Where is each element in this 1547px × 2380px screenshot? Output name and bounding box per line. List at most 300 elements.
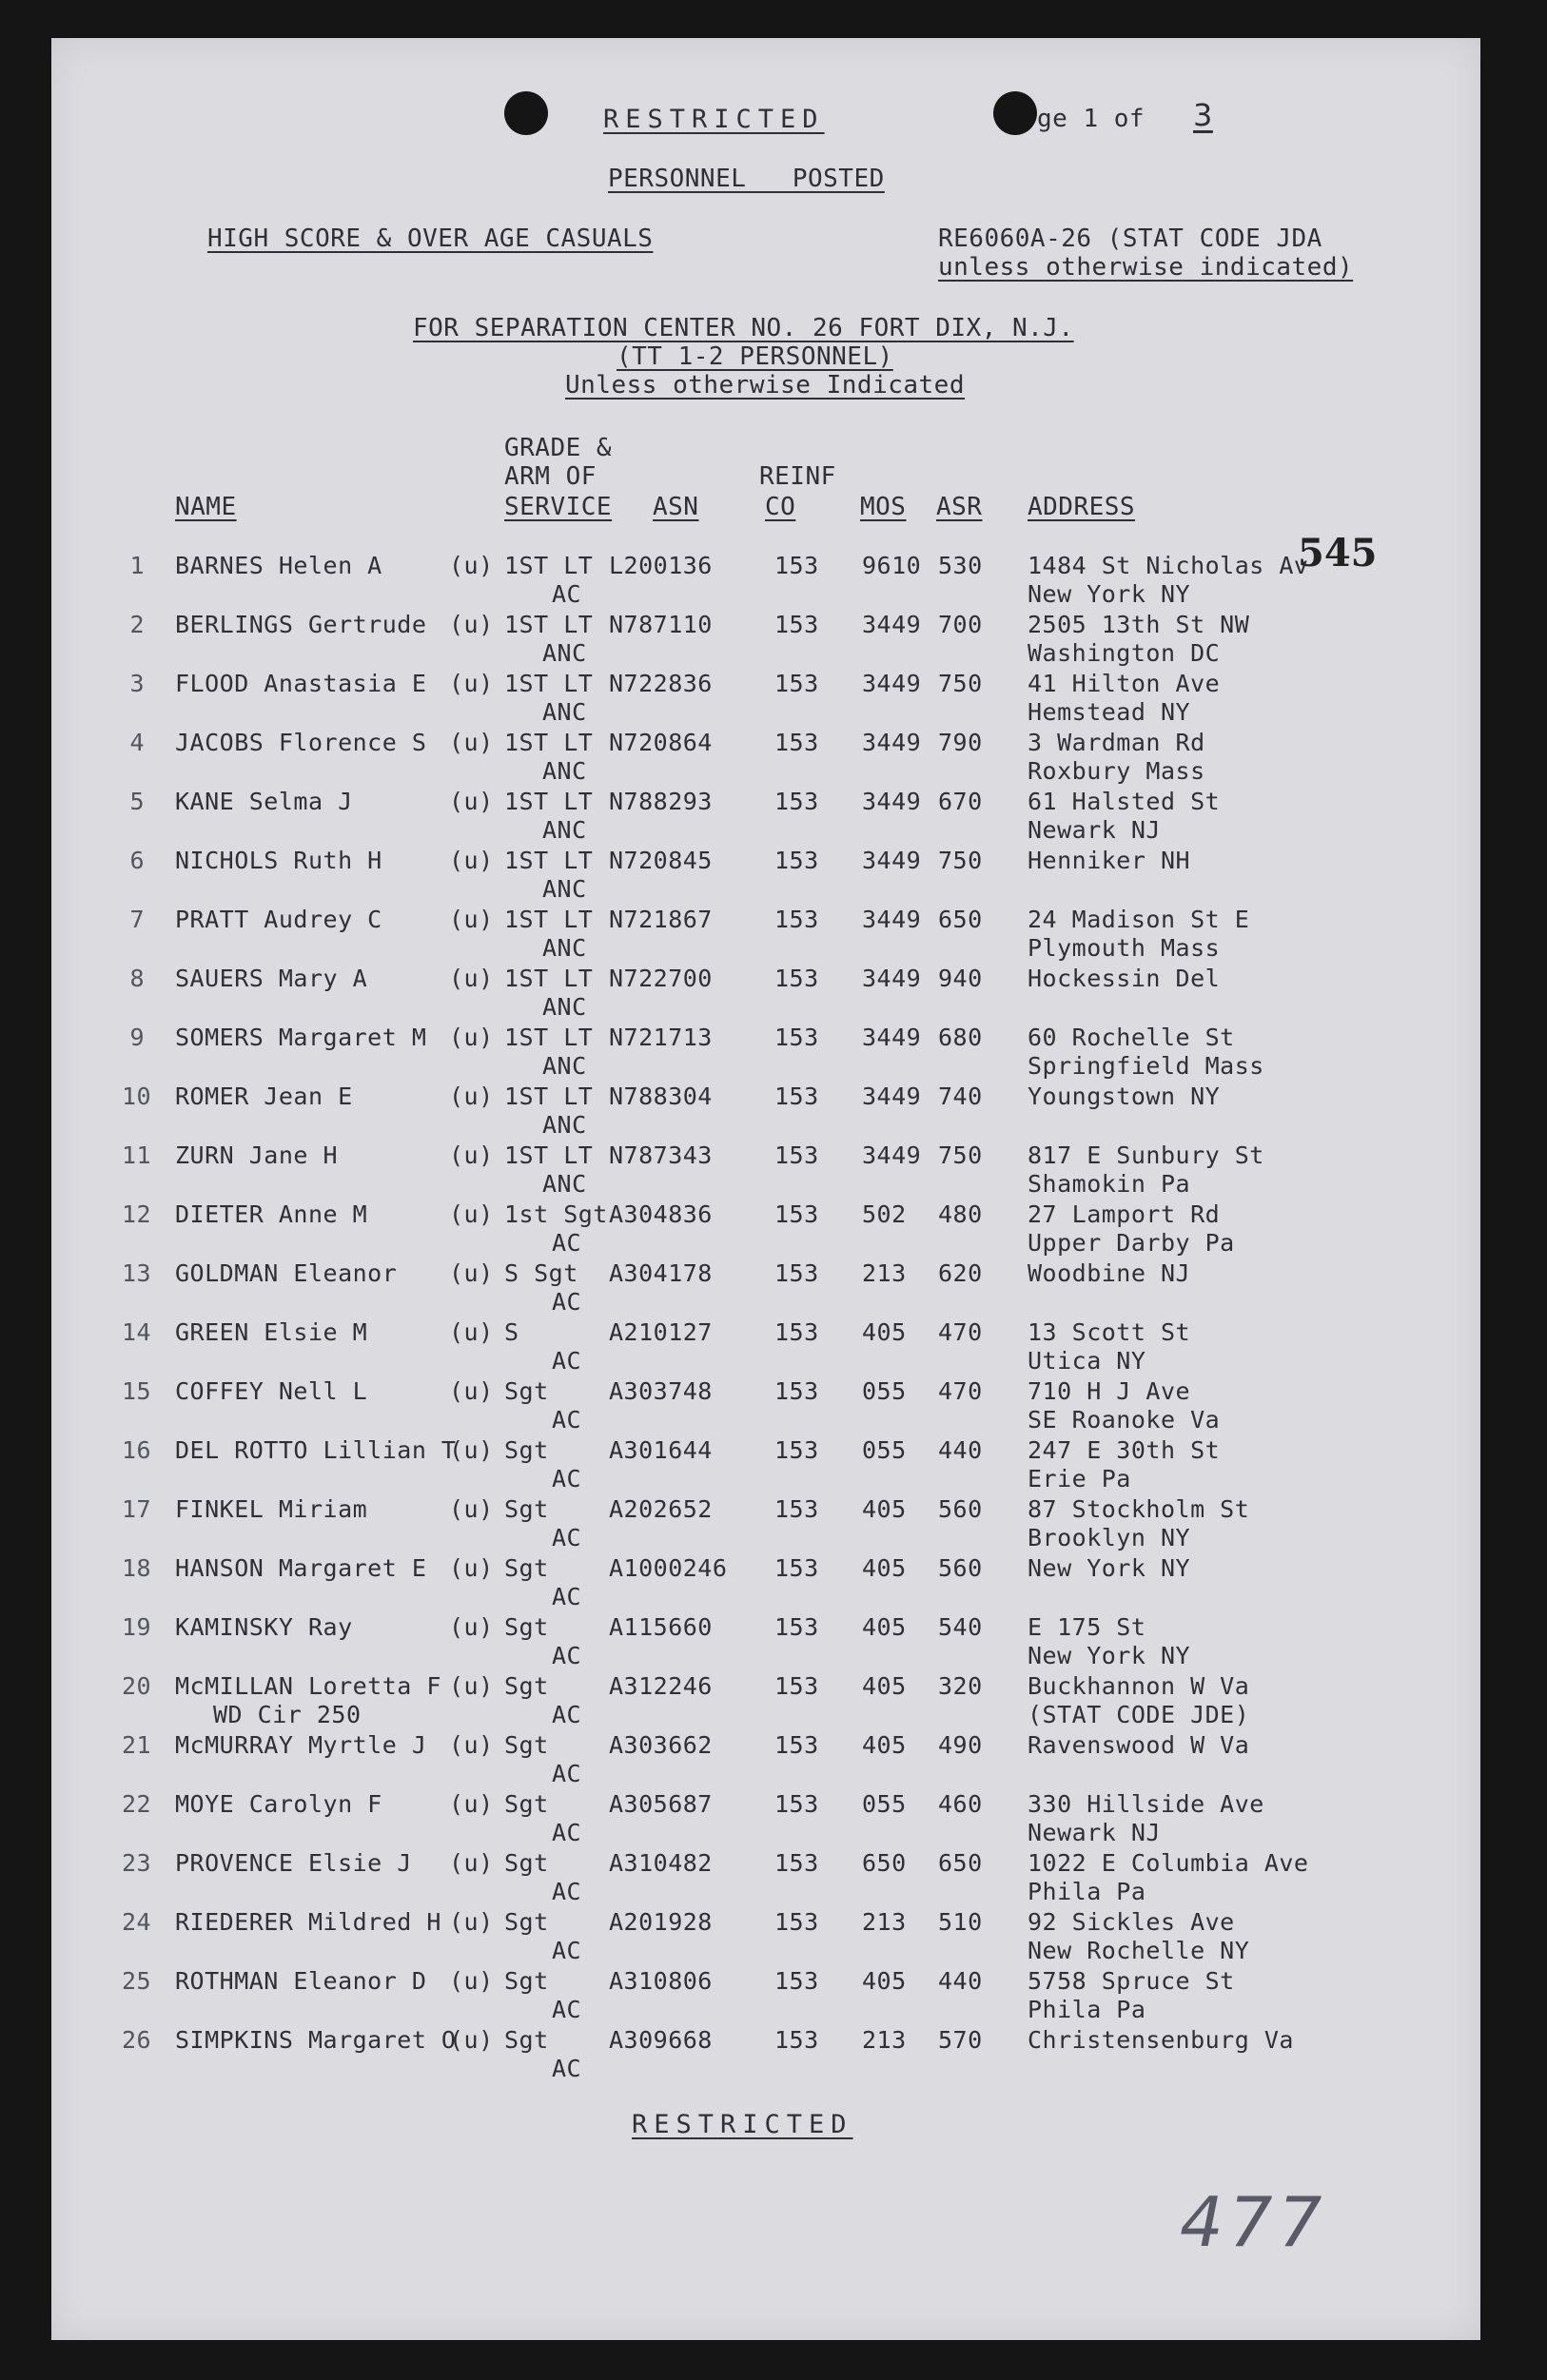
cell-co: 153	[774, 1377, 819, 1405]
cell-mos: 055	[862, 1790, 907, 1818]
cell-asn: A303748	[609, 1377, 713, 1405]
cell-addr1: 41 Hilton Ave	[1028, 670, 1221, 697]
cell-num: 14	[122, 1318, 152, 1346]
cell-name: KAMINSKY Ray	[175, 1613, 353, 1641]
cell-addr2: Washington DC	[1028, 639, 1221, 667]
cell-grade: Sgt	[504, 1908, 549, 1936]
cell-u: (u)	[449, 1318, 494, 1346]
cell-name: DIETER Anne M	[175, 1200, 368, 1228]
cell-grade: 1ST LT	[504, 965, 594, 992]
table-row	[51, 1908, 1480, 1967]
cell-arm: AC	[552, 1288, 582, 1316]
cell-mos: 3449	[862, 906, 922, 933]
cell-co: 153	[774, 1436, 819, 1464]
table-row	[51, 965, 1480, 1024]
cell-addr2: Phila Pa	[1028, 1878, 1146, 1905]
cell-num: 23	[122, 1849, 152, 1877]
cell-asn: N788293	[609, 788, 713, 815]
cell-asr: 530	[938, 552, 983, 579]
cell-name: KANE Selma J	[175, 788, 353, 815]
table-row	[51, 1672, 1480, 1731]
cell-addr1: 92 Sickles Ave	[1028, 1908, 1235, 1936]
cell-asn: A304836	[609, 1200, 713, 1228]
cell-addr1: Woodbine NJ	[1028, 1259, 1191, 1287]
cell-grade: Sgt	[504, 1849, 549, 1877]
cell-asn: A303662	[609, 1731, 713, 1759]
cell-grade: Sgt	[504, 1436, 549, 1464]
cell-mos: 213	[862, 2026, 907, 2054]
cell-arm: AC	[552, 580, 582, 608]
cell-asr: 560	[938, 1554, 983, 1582]
cell-grade: 1ST LT	[504, 1083, 594, 1110]
cell-num: 15	[122, 1377, 152, 1405]
cell-arm: ANC	[542, 1170, 587, 1198]
cell-num: 21	[122, 1731, 152, 1759]
cell-co: 153	[774, 906, 819, 933]
cell-asr: 700	[938, 611, 983, 638]
cell-u: (u)	[449, 1377, 494, 1405]
cell-asn: A201928	[609, 1908, 713, 1936]
table-row	[51, 906, 1480, 965]
cell-arm: ANC	[542, 639, 587, 667]
cell-mos: 502	[862, 1200, 907, 1228]
cell-num: 20	[122, 1672, 152, 1700]
cell-addr2: Springfield Mass	[1028, 1052, 1264, 1080]
cell-addr1: New York NY	[1028, 1554, 1191, 1582]
cell-num: 25	[122, 1967, 152, 1995]
cell-mos: 405	[862, 1967, 907, 1995]
cell-name: GREEN Elsie M	[175, 1318, 368, 1346]
cell-asn: A115660	[609, 1613, 713, 1641]
cell-asr: 320	[938, 1672, 983, 1700]
cell-u: (u)	[449, 611, 494, 638]
cell-co: 153	[774, 1141, 819, 1169]
destination-line-1: FOR SEPARATION CENTER NO. 26 FORT DIX, N.J.	[413, 314, 1074, 342]
table-row	[51, 847, 1480, 906]
cell-addr2: Brooklyn NY	[1028, 1524, 1191, 1551]
cell-asn: A301644	[609, 1436, 713, 1464]
cell-arm: AC	[552, 1229, 582, 1257]
cell-arm: AC	[552, 1524, 582, 1551]
cell-addr1: Christensenburg Va	[1028, 2026, 1294, 2054]
cell-arm: AC	[552, 1642, 582, 1669]
cell-u: (u)	[449, 1436, 494, 1464]
cell-co: 153	[774, 1083, 819, 1110]
cell-mos: 055	[862, 1377, 907, 1405]
cell-mos: 3449	[862, 670, 922, 697]
cell-asn: A310482	[609, 1849, 713, 1877]
cell-u: (u)	[449, 1790, 494, 1818]
cell-arm: ANC	[542, 757, 587, 785]
cell-name: PROVENCE Elsie J	[175, 1849, 412, 1877]
cell-mos: 3449	[862, 1024, 922, 1051]
cell-asr: 470	[938, 1377, 983, 1405]
cell-u: (u)	[449, 1967, 494, 1995]
cell-mos: 405	[862, 1554, 907, 1582]
cell-addr1: Youngstown NY	[1028, 1083, 1221, 1110]
cell-mos: 055	[862, 1436, 907, 1464]
cell-co: 153	[774, 1495, 819, 1523]
cell-grade: 1st Sgt	[504, 1200, 608, 1228]
cell-addr2: Utica NY	[1028, 1347, 1146, 1375]
table-row	[51, 1495, 1480, 1554]
cell-addr1: 87 Stockholm St	[1028, 1495, 1250, 1523]
cell-mos: 3449	[862, 1083, 922, 1110]
cell-mos: 3449	[862, 611, 922, 638]
cell-mos: 213	[862, 1908, 907, 1936]
cell-addr1: 24 Madison St E	[1028, 906, 1250, 933]
cell-co: 153	[774, 1908, 819, 1936]
cell-u: (u)	[449, 1613, 494, 1641]
cell-mos: 405	[862, 1613, 907, 1641]
cell-asr: 560	[938, 1495, 983, 1523]
cell-asr: 470	[938, 1318, 983, 1346]
cell-addr2: New Rochelle NY	[1028, 1937, 1250, 1964]
cell-co: 153	[774, 1967, 819, 1995]
cell-u: (u)	[449, 1024, 494, 1051]
cell-u: (u)	[449, 552, 494, 579]
classification-top: RESTRICTED	[603, 105, 825, 134]
cell-u: (u)	[449, 729, 494, 756]
cell-co: 153	[774, 1259, 819, 1287]
cell-addr1: 60 Rochelle St	[1028, 1024, 1235, 1051]
cell-co: 153	[774, 1200, 819, 1228]
cell-grade: 1ST LT	[504, 847, 594, 874]
cell-co: 153	[774, 1849, 819, 1877]
cell-grade: 1ST LT	[504, 729, 594, 756]
cell-addr1: 27 Lamport Rd	[1028, 1200, 1221, 1228]
cell-mos: 3449	[862, 965, 922, 992]
cell-num: 11	[122, 1141, 152, 1169]
cell-grade: 1ST LT	[504, 611, 594, 638]
personnel-posted: PERSONNEL _ POSTED	[608, 165, 885, 193]
cell-asn: A305687	[609, 1790, 713, 1818]
cell-name: BERLINGS Gertrude	[175, 611, 427, 638]
cell-u: (u)	[449, 1908, 494, 1936]
cell-arm: AC	[552, 1878, 582, 1905]
cell-grade: 1ST LT	[504, 552, 594, 579]
cell-name: PRATT Audrey C	[175, 906, 382, 933]
table-row	[51, 1731, 1480, 1790]
cell-addr1: 5758 Spruce St	[1028, 1967, 1235, 1995]
cell-name: MOYE Carolyn F	[175, 1790, 382, 1818]
table-row	[51, 1790, 1480, 1849]
cell-addr1: Ravenswood W Va	[1028, 1731, 1250, 1759]
cell-grade: 1ST LT	[504, 788, 594, 815]
cell-u: (u)	[449, 1083, 494, 1110]
cell-name: DEL ROTTO Lillian T	[175, 1436, 457, 1464]
cell-asn: A309668	[609, 2026, 713, 2054]
page-label: ge 1 of	[1037, 105, 1146, 133]
cell-u: (u)	[449, 1672, 494, 1700]
cell-asn: A1000246	[609, 1554, 728, 1582]
cell-name: HANSON Margaret E	[175, 1554, 427, 1582]
table-row	[51, 1436, 1480, 1495]
cell-addr1: 13 Scott St	[1028, 1318, 1191, 1346]
cell-arm: AC	[552, 1819, 582, 1846]
cell-asn: A310806	[609, 1967, 713, 1995]
cell-mos: 3449	[862, 729, 922, 756]
cell-arm: ANC	[542, 1111, 587, 1139]
classification-bottom: RESTRICTED	[632, 2110, 853, 2139]
cell-asn: N787343	[609, 1141, 713, 1169]
cell-grade: S Sgt	[504, 1259, 578, 1287]
cell-addr2: Upper Darby Pa	[1028, 1229, 1235, 1257]
cell-u: (u)	[449, 1554, 494, 1582]
table-row	[51, 1200, 1480, 1259]
cell-mos: 405	[862, 1672, 907, 1700]
cell-u: (u)	[449, 2026, 494, 2054]
table-row	[51, 1849, 1480, 1908]
cell-asn: L200136	[609, 552, 713, 579]
cell-asr: 680	[938, 1024, 983, 1051]
cell-addr1: 1022 E Columbia Ave	[1028, 1849, 1309, 1877]
cell-asn: N720845	[609, 847, 713, 874]
table-row	[51, 1377, 1480, 1436]
cell-u: (u)	[449, 788, 494, 815]
cell-grade: 1ST LT	[504, 670, 594, 697]
cell-num: 7	[129, 906, 145, 933]
col-asr: ASR	[936, 493, 983, 521]
page-total: 3	[1193, 97, 1213, 133]
cell-name: SOMERS Margaret M	[175, 1024, 427, 1051]
cell-num: 5	[129, 788, 145, 815]
col-grade-3: SERVICE	[504, 493, 613, 521]
cell-asr: 790	[938, 729, 983, 756]
cell-arm: AC	[552, 1996, 582, 2023]
col-mos: MOS	[860, 493, 907, 521]
cell-asr: 650	[938, 1849, 983, 1877]
cell-name: McMILLAN Loretta F	[175, 1672, 441, 1700]
cell-addr2: Roxbury Mass	[1028, 757, 1205, 785]
cell-addr1: 2505 13th St NW	[1028, 611, 1250, 638]
cell-mos: 3449	[862, 847, 922, 874]
cell-name: GOLDMAN Eleanor	[175, 1259, 398, 1287]
cell-co: 153	[774, 1790, 819, 1818]
cell-addr1: 247 E 30th St	[1028, 1436, 1221, 1464]
cell-mos: 405	[862, 1731, 907, 1759]
cell-asr: 440	[938, 1967, 983, 1995]
table-row	[51, 611, 1480, 670]
cell-asn: N721867	[609, 906, 713, 933]
cell-co: 153	[774, 670, 819, 697]
cell-asr: 570	[938, 2026, 983, 2054]
cell-arm: ANC	[542, 1052, 587, 1080]
cell-grade: Sgt	[504, 2026, 549, 2054]
cell-asr: 510	[938, 1908, 983, 1936]
table-row	[51, 1141, 1480, 1200]
cell-num: 10	[122, 1083, 152, 1110]
cell-asr: 750	[938, 1141, 983, 1169]
table-row	[51, 1083, 1480, 1141]
cell-co: 153	[774, 729, 819, 756]
cell-name: ROTHMAN Eleanor D	[175, 1967, 427, 1995]
cell-arm: AC	[552, 1347, 582, 1375]
cell-addr2: Newark NJ	[1028, 1819, 1161, 1846]
cell-addr1: 710 H J Ave	[1028, 1377, 1191, 1405]
cell-num: 19	[122, 1613, 152, 1641]
cell-asr: 940	[938, 965, 983, 992]
cell-addr2: Shamokin Pa	[1028, 1170, 1191, 1198]
cell-mos: 9610	[862, 552, 922, 579]
cell-name: FLOOD Anastasia E	[175, 670, 427, 697]
col-grade-2: ARM OF	[504, 462, 597, 491]
destination-line-2: (TT 1-2 PERSONNEL)	[617, 342, 893, 371]
cell-addr1: 330 Hillside Ave	[1028, 1790, 1264, 1818]
cell-addr1: Henniker NH	[1028, 847, 1191, 874]
cell-asn: N722700	[609, 965, 713, 992]
cell-co: 153	[774, 1672, 819, 1700]
cell-addr2: SE Roanoke Va	[1028, 1406, 1221, 1434]
col-grade-1: GRADE &	[504, 434, 613, 462]
punch-hole-left	[504, 91, 548, 135]
cell-mos: 3449	[862, 788, 922, 815]
cell-num: 12	[122, 1200, 152, 1228]
cell-name: COFFEY Nell L	[175, 1377, 368, 1405]
cell-num: 18	[122, 1554, 152, 1582]
cell-u: (u)	[449, 1849, 494, 1877]
col-reinf-1: REINF	[759, 462, 836, 491]
cell-addr2: Plymouth Mass	[1028, 934, 1221, 962]
cell-name: SAUERS Mary A	[175, 965, 368, 992]
cell-num: 13	[122, 1259, 152, 1287]
stamp-number: 545	[1298, 531, 1378, 575]
cell-num: 16	[122, 1436, 152, 1464]
cell-num: 8	[129, 965, 145, 992]
cell-addr1: E 175 St	[1028, 1613, 1146, 1641]
cell-grade: Sgt	[504, 1790, 549, 1818]
cell-asn: N787110	[609, 611, 713, 638]
handwritten-number: 477	[1180, 2182, 1328, 2262]
cell-arm: AC	[552, 2055, 582, 2082]
cell-co: 153	[774, 1318, 819, 1346]
cell-asn: A312246	[609, 1672, 713, 1700]
cell-mos: 405	[862, 1318, 907, 1346]
left-title: HIGH SCORE & OVER AGE CASUALS	[207, 224, 654, 253]
cell-co: 153	[774, 788, 819, 815]
cell-name: RIEDERER Mildred H	[175, 1908, 441, 1936]
cell-asn: N788304	[609, 1083, 713, 1110]
document-page	[51, 38, 1480, 2340]
cell-addr2: Hemstead NY	[1028, 698, 1191, 726]
cell-grade: Sgt	[504, 1672, 549, 1700]
table-row	[51, 1967, 1480, 2026]
cell-co: 153	[774, 2026, 819, 2054]
cell-u: (u)	[449, 670, 494, 697]
table-row	[51, 2026, 1480, 2085]
cell-arm: ANC	[542, 875, 587, 903]
table-row	[51, 670, 1480, 729]
cell-asr: 480	[938, 1200, 983, 1228]
cell-arm: AC	[552, 1937, 582, 1964]
cell-addr2: Phila Pa	[1028, 1996, 1146, 2023]
col-name: NAME	[175, 493, 237, 521]
cell-asr: 750	[938, 670, 983, 697]
cell-grade: Sgt	[504, 1613, 549, 1641]
cell-u: (u)	[449, 1731, 494, 1759]
table-row	[51, 1024, 1480, 1083]
punch-hole-right	[993, 91, 1037, 135]
cell-name: SIMPKINS Margaret O	[175, 2026, 457, 2054]
cell-u: (u)	[449, 1141, 494, 1169]
cell-asr: 440	[938, 1436, 983, 1464]
cell-addr2: New York NY	[1028, 1642, 1191, 1669]
cell-addr1: Hockessin Del	[1028, 965, 1221, 992]
cell-arm: AC	[552, 1701, 582, 1728]
cell-num: 17	[122, 1495, 152, 1523]
order-code-line-2: unless otherwise indicated)	[938, 253, 1354, 282]
cell-name: BARNES Helen A	[175, 552, 382, 579]
table-row	[51, 1613, 1480, 1672]
cell-addr1: 1484 St Nicholas Av	[1028, 552, 1309, 579]
cell-name: McMURRAY Myrtle J	[175, 1731, 427, 1759]
cell-arm: AC	[552, 1583, 582, 1610]
cell-asr: 670	[938, 788, 983, 815]
cell-addr1: 61 Halsted St	[1028, 788, 1221, 815]
cell-arm: ANC	[542, 698, 587, 726]
cell-num: 2	[129, 611, 145, 638]
cell-grade: Sgt	[504, 1377, 549, 1405]
cell-asn: N720864	[609, 729, 713, 756]
cell-num: 1	[129, 552, 145, 579]
cell-mos: 3449	[862, 1141, 922, 1169]
cell-grade: Sgt	[504, 1967, 549, 1995]
cell-u: (u)	[449, 1200, 494, 1228]
cell-name: JACOBS Florence S	[175, 729, 427, 756]
cell-asr: 650	[938, 906, 983, 933]
cell-grade: S	[504, 1318, 519, 1346]
cell-asn: A202652	[609, 1495, 713, 1523]
cell-asn: N721713	[609, 1024, 713, 1051]
cell-co: 153	[774, 1731, 819, 1759]
cell-arm: ANC	[542, 993, 587, 1021]
destination-line-3: Unless otherwise Indicated	[565, 371, 965, 400]
cell-name: ZURN Jane H	[175, 1141, 339, 1169]
cell-asr: 750	[938, 847, 983, 874]
cell-name: FINKEL Miriam	[175, 1495, 368, 1523]
table-row	[51, 1554, 1480, 1613]
cell-mos: 213	[862, 1259, 907, 1287]
table-row	[51, 1259, 1480, 1318]
cell-mos: 650	[862, 1849, 907, 1877]
cell-u: (u)	[449, 847, 494, 874]
col-address: ADDRESS	[1028, 493, 1136, 521]
order-code: RE6060A-26 (STAT CODE JDA	[938, 224, 1322, 253]
col-asn: ASN	[653, 493, 699, 521]
cell-num: 6	[129, 847, 145, 874]
cell-mos: 405	[862, 1495, 907, 1523]
cell-addr2: New York NY	[1028, 580, 1191, 608]
cell-arm: AC	[552, 1465, 582, 1492]
cell-arm: ANC	[542, 816, 587, 844]
cell-addr2: Newark NJ	[1028, 816, 1161, 844]
cell-num: 4	[129, 729, 145, 756]
cell-arm: AC	[552, 1760, 582, 1787]
cell-u: (u)	[449, 965, 494, 992]
cell-asn: A210127	[609, 1318, 713, 1346]
cell-u: (u)	[449, 1259, 494, 1287]
cell-addr1: 817 E Sunbury St	[1028, 1141, 1264, 1169]
cell-note: WD Cir 250	[213, 1701, 362, 1728]
cell-num: 22	[122, 1790, 152, 1818]
cell-addr1: Buckhannon W Va	[1028, 1672, 1250, 1700]
cell-grade: 1ST LT	[504, 1141, 594, 1169]
cell-num: 24	[122, 1908, 152, 1936]
cell-co: 153	[774, 1613, 819, 1641]
cell-num: 3	[129, 670, 145, 697]
cell-asr: 460	[938, 1790, 983, 1818]
table-row	[51, 1318, 1480, 1377]
